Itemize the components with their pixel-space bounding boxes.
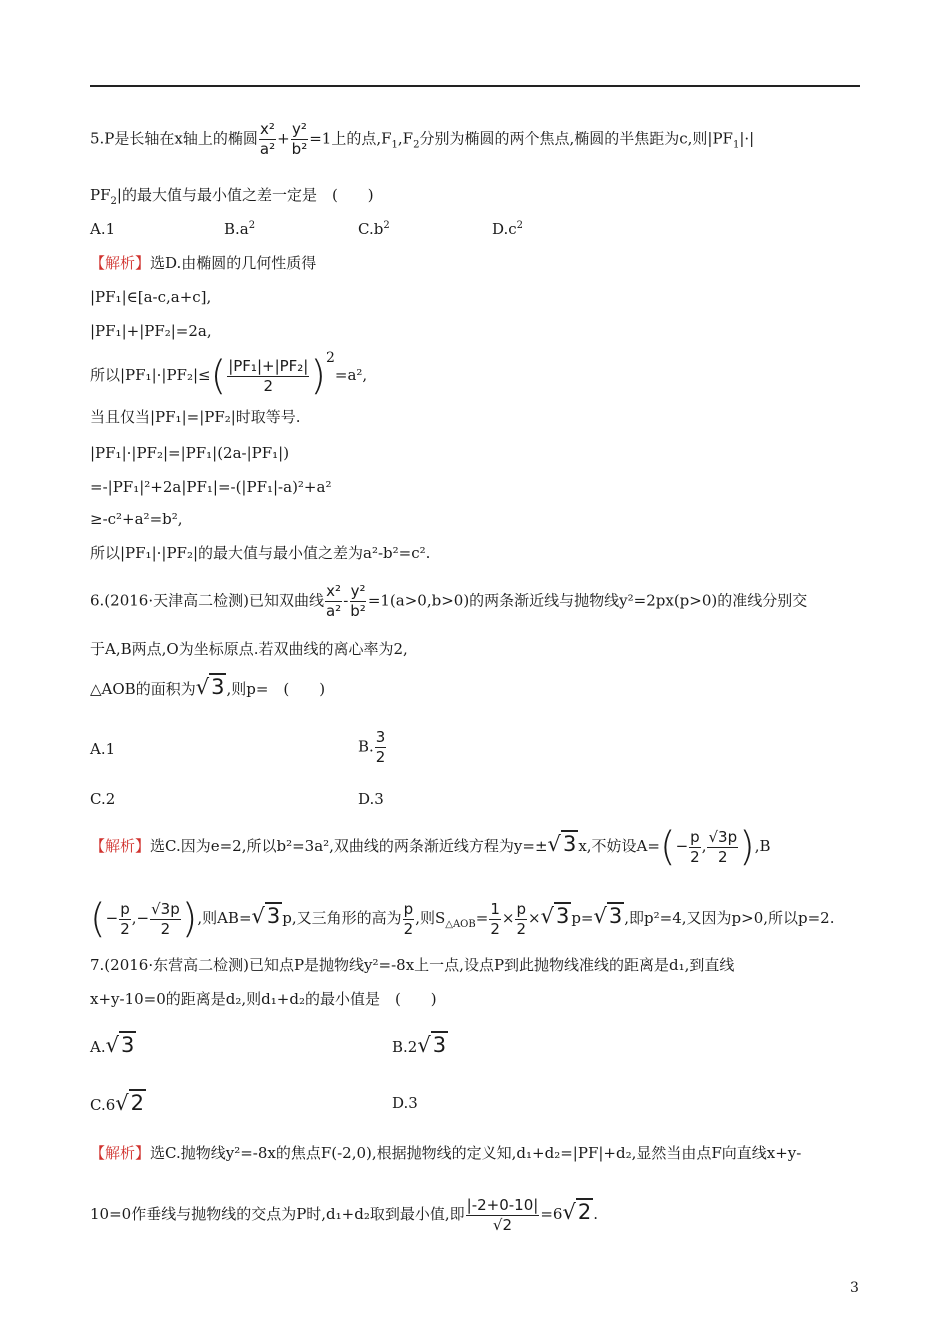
q6-solution-line1: 【解析】选C.因为e=2,所以b²=3a²,双曲线的两条渐近线方程为y=±√3 x,不妨设A=(− $\frac{p}{2}$ , $\frac{√3p}{2}$ ),B (90, 824, 771, 870)
q7-option-c: C.6√2 (90, 1091, 145, 1115)
q5-mean-fraction: $\frac{\text{|PF₁|+|PF₂|}}{2}$ (228, 356, 309, 395)
header-rule (90, 85, 860, 87)
ellipse-y-term: $\frac{\text{y²}}{\text{b²}}$ (291, 120, 308, 158)
q5-stem-line2: $PF_2|$的最大值与最小值之差一定是 ( ) (90, 186, 374, 207)
ellipse-x-term: $\frac{\text{x²}}{\text{a²}}$ (259, 120, 276, 158)
q5-solution-line2: |PF₁|∈[a-c,a+c], (90, 288, 212, 306)
analysis-tag: 【解析】 (90, 1144, 151, 1162)
sqrt3-area: √3 (195, 675, 225, 699)
q6-stem-line1: 6.(2016·天津高二检测)已知双曲线 $\frac{\text{x²}}{\text{a²}}$ - $\frac{\text{y²}}{\text{b²}}$ =1(a>0,b>0)的两条渐近线与抛物线y²=2px(p>0)的准线分别交 (90, 582, 808, 620)
page-number: 3 (850, 1280, 859, 1296)
analysis-tag: 【解析】 (90, 254, 151, 272)
q6-option-a: A.1 (90, 740, 116, 758)
hyperbola-y-term: $\frac{\text{y²}}{\text{b²}}$ (350, 582, 366, 620)
q7-stem-line2: x+y-10=0的距离是d₂,则d₁+d₂的最小值是 ( ) (90, 990, 437, 1008)
q5-solution-line8: ≥-c²+a²=b², (90, 510, 183, 528)
hyperbola-x-term: $\frac{\text{x²}}{\text{a²}}$ (325, 582, 342, 620)
q5-solution-line4: 所以|PF₁|·|PF₂|≤( $\frac{\text{|PF₁|+|PF₂|}}{2}$ )$^2$=a², (90, 350, 368, 399)
q7-stem-line1: 7.(2016·东营高二检测)已知点P是抛物线y²=-8x上一点,设点P到此抛物线准线的距离是d₁,到直线 (90, 956, 735, 974)
analysis-tag: 【解析】 (90, 837, 151, 855)
q5-stem-line1: 5.P是长轴在x轴上的椭圆 $\frac{\text{x²}}{\text{a²}}$ + $\frac{\text{y²}}{\text{b²}}$ =1上的点$,F_1,F_2$分别为椭圆的两个焦点,椭圆的半焦距为c,则$|PF_1|\cdot|$ (90, 120, 755, 158)
q5-option-a: A.1 (90, 220, 116, 238)
q7-option-b: B.2√3 (392, 1033, 447, 1057)
q5-solution-line5: 当且仅当|PF₁|=|PF₂|时取等号. (90, 408, 301, 426)
q5-solution-line1: 【解析】选D.由椭圆的几何性质得 (90, 254, 317, 272)
q5-solution-line9: 所以|PF₁|·|PF₂|的最大值与最小值之差为a²-b²=c². (90, 544, 431, 562)
q7-option-a: A.√3 (90, 1033, 135, 1057)
q5-option-b: $B.a^2$ (224, 220, 256, 238)
q7-distance-fraction: $\frac{|-2+0-10|}{√2}$ (466, 1195, 539, 1234)
q5-solution-line6: |PF₁|·|PF₂|=|PF₁|(2a-|PF₁|) (90, 444, 290, 462)
q6-stem-line2: 于A,B两点,O为坐标原点.若双曲线的离心率为2, (90, 640, 408, 658)
q6-stem-line3: △AOB的面积为√3 ,则p= ( ) (90, 675, 326, 699)
q6-option-c: C.2 (90, 790, 116, 808)
q6-option-b: B. $\frac{3}{2}$ (358, 728, 386, 766)
q6-solution-line2: (− $\frac{p}{2}$ ,− $\frac{√3p}{2}$ ),则AB=√3 p,又三角形的高为 $\frac{p}{2}$ ,则$S_{\triangle AOB}=$ $\frac{1}{2}$ × $\frac{p}{2}$ ×√3 p=√3 ,即p²=4,又因为p>0,所以p=2. (90, 896, 835, 942)
q7-solution-line2: 10=0作垂线与抛物线的交点为P时,d₁+d₂取到最小值,即 $\frac{|-2+0-10|}{√2}$ =6√2 . (90, 1195, 598, 1234)
q7-solution-line1: 【解析】选C.抛物线y²=-8x的焦点F(-2,0),根据抛物线的定义知,d₁+d₂=|PF|+d₂,显然当由点F向直线x+y- (90, 1144, 802, 1162)
q5-solution-line3: |PF₁|+|PF₂|=2a, (90, 322, 212, 340)
q5-solution-line7: =-|PF₁|²+2a|PF₁|=-(|PF₁|-a)²+a² (90, 478, 332, 496)
q5-option-d: $D.c^2$ (492, 220, 524, 238)
q7-option-d: D.3 (392, 1094, 418, 1112)
q5-option-c: $C.b^2$ (358, 220, 390, 238)
q6-option-d: D.3 (358, 790, 384, 808)
